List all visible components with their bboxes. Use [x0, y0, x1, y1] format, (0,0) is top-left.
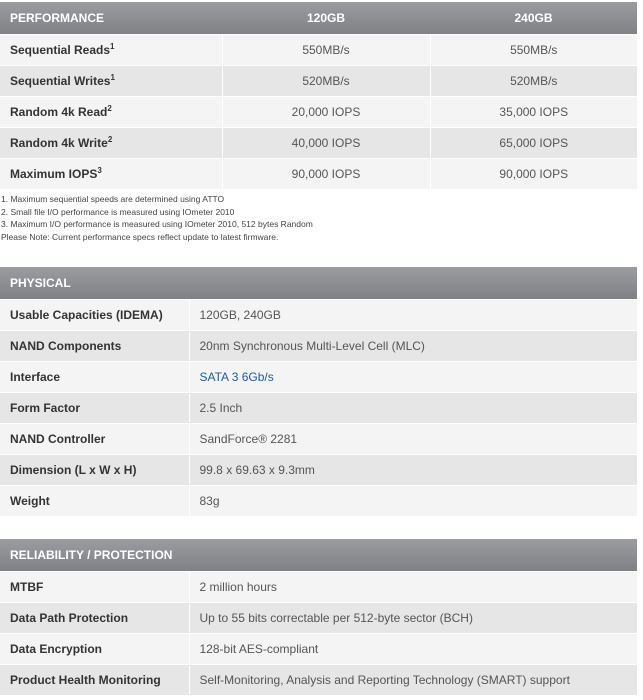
- table-row: [0, 362, 637, 393]
- table-row: [0, 128, 637, 159]
- table-row: [0, 424, 637, 455]
- row-value: 128-bit AES-compliant: [189, 634, 637, 665]
- row-value-240gb: 65,000 IOPS: [430, 128, 637, 159]
- row-label: MTBF: [0, 572, 189, 603]
- table-row: [0, 634, 637, 665]
- row-label: Usable Capacities (IDEMA): [0, 300, 189, 331]
- table-row: [0, 603, 637, 634]
- row-value-240gb: 520MB/s: [430, 66, 637, 97]
- row-value-120gb: 550MB/s: [222, 35, 430, 66]
- performance-title: PERFORMANCE: [0, 2, 222, 35]
- table-row: [0, 66, 637, 97]
- table-row: [0, 331, 637, 362]
- row-value: 2 million hours: [189, 572, 637, 603]
- physical-header: [0, 267, 637, 300]
- row-label: NAND Controller: [0, 424, 189, 455]
- table-row: [0, 393, 637, 424]
- row-label: Product Health Monitoring: [0, 665, 189, 696]
- row-value: 99.8 x 69.63 x 9.3mm: [189, 455, 637, 486]
- row-value: [189, 362, 637, 393]
- table-row: [0, 572, 637, 603]
- reliability-table: [0, 539, 637, 695]
- row-label: Random 4k Read$^2$: [0, 97, 222, 128]
- table-row: [0, 455, 637, 486]
- footnotes: [1, 193, 313, 243]
- performance-table: [0, 2, 637, 189]
- row-label: Interface: [0, 362, 189, 393]
- row-label: Sequential Reads$^1$: [0, 35, 222, 66]
- row-label: Dimension (L x W x H): [0, 455, 189, 486]
- table-row: [0, 300, 637, 331]
- row-value-120gb: 20,000 IOPS: [222, 97, 430, 128]
- row-value-120gb: 40,000 IOPS: [222, 128, 430, 159]
- capacity-120gb-header: 120GB: [222, 2, 430, 35]
- footnote: 2. Small file I/O performance is measured using IOmeter 2010: [1, 206, 235, 217]
- row-label: Weight: [0, 486, 189, 517]
- row-value: 2.5 Inch: [189, 393, 637, 424]
- row-value: 20nm Synchronous Multi-Level Cell (MLC): [189, 331, 637, 362]
- row-value-240gb: 35,000 IOPS: [430, 97, 637, 128]
- row-label: Form Factor: [0, 393, 189, 424]
- physical-table: [0, 267, 637, 516]
- table-row: [0, 665, 637, 696]
- table-row: [0, 97, 637, 128]
- row-label: Data Encryption: [0, 634, 189, 665]
- row-value: Up to 55 bits correctable per 512-byte sector (BCH): [189, 603, 637, 634]
- interface-link[interactable]: SATA 3 6Gb/s: [199, 370, 274, 384]
- row-value-120gb: 90,000 IOPS: [222, 159, 430, 190]
- reliability-header: [0, 539, 637, 572]
- row-label: Maximum IOPS$^3$: [0, 159, 222, 190]
- row-value: SandForce® 2281: [189, 424, 637, 455]
- physical-title: PHYSICAL: [0, 267, 637, 300]
- table-row: [0, 486, 637, 517]
- performance-header: [0, 2, 637, 35]
- row-label: Data Path Protection: [0, 603, 189, 634]
- footnote: Please Note: Current performance specs reflect update to latest firmware.: [1, 231, 279, 242]
- row-value: 120GB, 240GB: [189, 300, 637, 331]
- row-value: 83g: [189, 486, 637, 517]
- row-label: NAND Components: [0, 331, 189, 362]
- row-value-120gb: 520MB/s: [222, 66, 430, 97]
- row-label: Sequential Writes$^1$: [0, 66, 222, 97]
- row-value: Self-Monitoring, Analysis and Reporting Technology (SMART) support: [189, 665, 637, 696]
- table-row: [0, 35, 637, 66]
- row-label: Random 4k Write$^2$: [0, 128, 222, 159]
- capacity-240gb-header: 240GB: [430, 2, 637, 35]
- reliability-title: RELIABILITY / PROTECTION: [0, 539, 637, 572]
- footnote: 3. Maximum I/O performance is measured using IOmeter 2010, 512 bytes Random: [1, 219, 313, 229]
- row-value-240gb: 550MB/s: [430, 35, 637, 66]
- table-row: [0, 159, 637, 190]
- row-value-240gb: 90,000 IOPS: [430, 159, 637, 190]
- footnote: 1. Maximum sequential speeds are determined using ATTO: [1, 194, 225, 204]
